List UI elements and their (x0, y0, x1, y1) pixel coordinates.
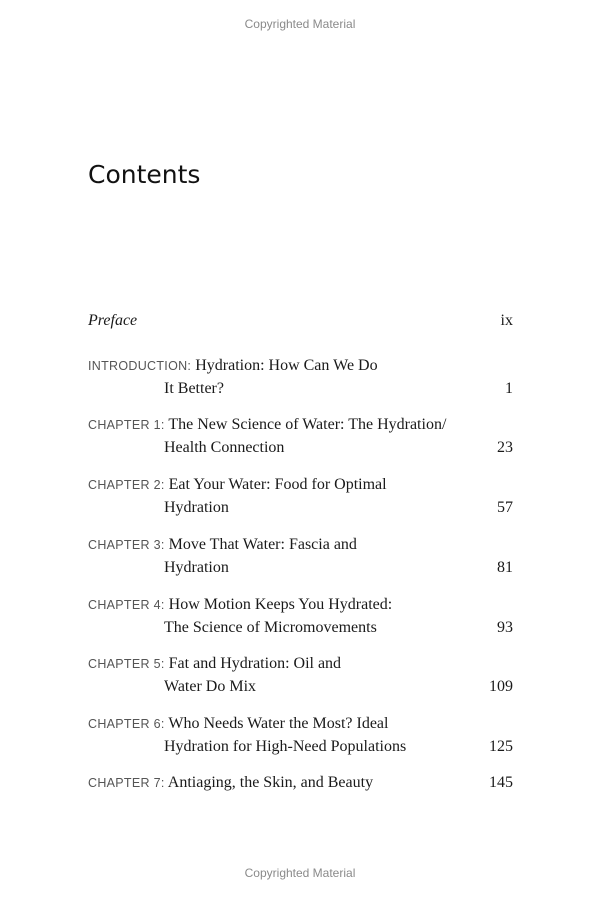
toc-page-number: 93 (497, 619, 513, 636)
toc-chapter-label: CHAPTER 3: (88, 538, 165, 552)
toc-entry-chapter-7[interactable] (88, 771, 513, 794)
toc-entry-title: Antiaging, the Skin, and Beauty (167, 774, 374, 791)
toc-entry-title: How Motion Keeps You Hydrated: (168, 596, 393, 613)
toc-chapter-label: CHAPTER 4: (88, 598, 165, 612)
toc-entry-title-continued: Hydration (164, 559, 229, 576)
toc-page-number: ix (500, 312, 513, 329)
toc-page-number: 57 (497, 499, 513, 516)
toc-entry-chapter-3[interactable] (88, 533, 513, 579)
toc-entry-title: Eat Your Water: Food for Optimal (168, 476, 387, 493)
toc-chapter-label: CHAPTER 2: (88, 478, 165, 492)
toc-page-number: 125 (489, 738, 513, 755)
toc-entry-chapter-5[interactable] (88, 652, 513, 698)
toc-entry-title: Who Needs Water the Most? Ideal (168, 715, 389, 732)
toc-entry-title-continued: Hydration (164, 499, 229, 516)
toc-entry-title: The New Science of Water: The Hydration/ (168, 416, 447, 433)
copyright-watermark-bottom: Copyrighted Material (244, 866, 356, 880)
toc-entry-title: Hydration: How Can We Do (195, 357, 378, 374)
toc-entry-title-continued: Water Do Mix (164, 678, 257, 695)
toc-entry-chapter-4[interactable] (88, 593, 513, 639)
copyright-watermark-top: Copyrighted Material (244, 17, 356, 31)
toc-entry-title-continued: Hydration for High-Need Populations (164, 738, 407, 755)
toc-entry-introduction[interactable] (88, 354, 513, 400)
toc-chapter-label: CHAPTER 7: (88, 776, 165, 790)
toc-chapter-label: INTRODUCTION: (88, 359, 192, 373)
toc-chapter-label: CHAPTER 6: (88, 717, 165, 731)
toc-page-number: 109 (489, 678, 513, 695)
toc-entry-title-continued: It Better? (164, 380, 224, 397)
toc-entry-chapter-1[interactable] (88, 413, 513, 459)
toc-page-number: 145 (489, 774, 513, 791)
toc-entry-title-continued: The Science of Micromovements (164, 619, 377, 636)
toc-entry-chapter-6[interactable] (88, 712, 513, 758)
toc-entry-title-continued: Health Connection (164, 439, 285, 456)
toc-entry-preface[interactable] (88, 309, 513, 332)
toc-entry-chapter-2[interactable] (88, 473, 513, 519)
toc-entry-title: Move That Water: Fascia and (168, 536, 357, 553)
toc-entry-title: Preface (88, 312, 138, 329)
toc-chapter-label: CHAPTER 5: (88, 657, 165, 671)
toc-page-number: 1 (505, 380, 513, 397)
toc-page-number: 81 (497, 559, 513, 576)
toc-chapter-label: CHAPTER 1: (88, 418, 165, 432)
page-title: Contents (88, 160, 201, 189)
toc-entry-title: Fat and Hydration: Oil and (168, 655, 342, 672)
toc-page-number: 23 (497, 439, 513, 456)
